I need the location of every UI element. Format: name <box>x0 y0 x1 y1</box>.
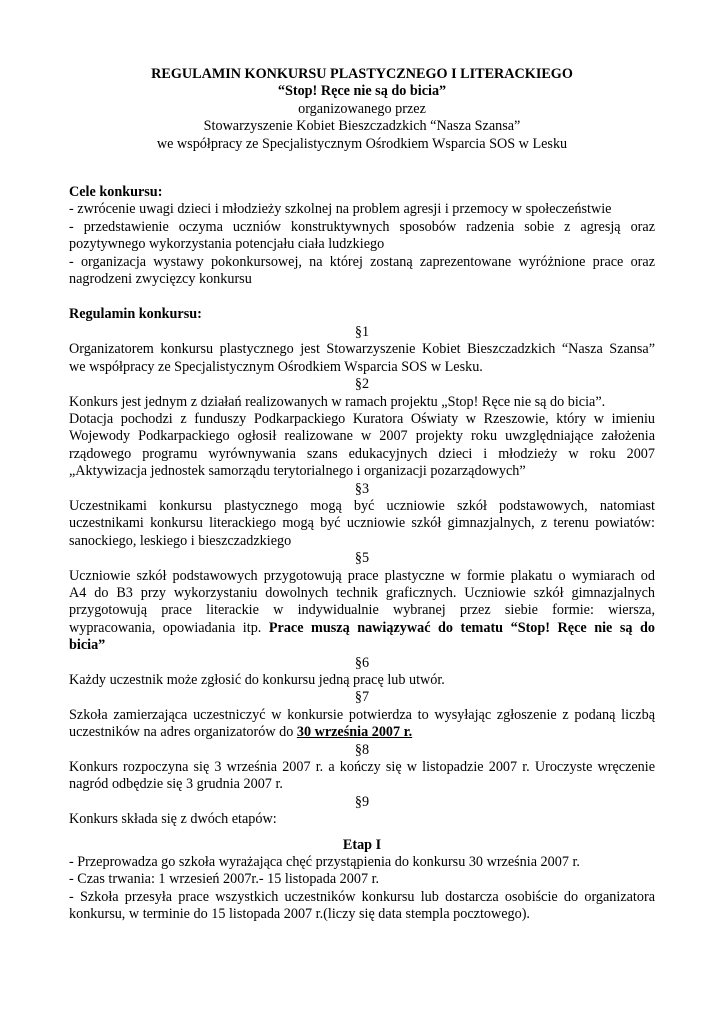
paragraph-line: Organizatorem konkursu plastycznego jest Stowarzyszenie Kobiet Bieszczadzkich “Nasza Szansa” <box>69 341 655 358</box>
registration-deadline: 30 września 2007 r. <box>296 724 413 741</box>
paragraph-line: uczestnikami konkursu literackiego mogą być uczniowie szkół gimnazjalnych, z terenu powiatów: <box>69 515 655 532</box>
paragraph-line: nagród odbędzie się 3 grudnia 2007 r. <box>69 776 283 793</box>
goal-item-cont: nagrodzeni zwycięzcy konkursu <box>69 271 252 288</box>
goals-section <box>69 184 655 288</box>
paragraph-line: Uczestnikami konkursu plastycznego mogą być uczniowie szkół podstawowych, natomiast <box>69 497 655 514</box>
goal-item: - organizacja wystawy pokonkursowej, na której zostaną zaprezentowane wyróżnione prace oraz <box>69 253 655 270</box>
stage-item: - Przeprowadza go szkoła wyrażająca chęć przystąpienia do konkursu 30 września 2007 r. <box>69 854 580 871</box>
section-mark: §1 <box>354 323 370 340</box>
theme-requirement-cont: bicia” <box>69 637 106 654</box>
paragraph-line: rządowego programu wyrównywania szans edukacyjnych dzieci i młodzieży w roku 2007 <box>69 445 655 462</box>
section-mark: §9 <box>354 793 370 810</box>
paragraph-line: Wojewody Podkarpackiego ogłosił realizowane w 2007 projekty roku uwzględniające założenia <box>69 428 655 445</box>
paragraph-line: Uczniowie szkół podstawowych przygotowują prace plastyczne w formie plakatu o wymiarach od <box>69 567 655 584</box>
paragraph-line <box>69 620 655 637</box>
theme-requirement: Prace muszą nawiązywać do tematu “Stop! Ręce nie są do <box>268 619 655 636</box>
paragraph-line: Konkurs składa się z dwóch etapów: <box>69 811 277 828</box>
paragraph-line: Konkurs jest jednym z działań realizowanych w ramach projektu „Stop! Ręce nie są do bicia”. <box>69 393 606 410</box>
paragraph-line: we współpracy ze Specjalistycznym Ośrodkiem Wsparcia SOS w Lesku. <box>69 358 483 375</box>
document-page <box>69 66 655 924</box>
organizer-name: Stowarzyszenie Kobiet Bieszczadzkich “Nasza Szansa” <box>203 118 521 135</box>
paragraph-text: uczestników na adres organizatorów do <box>69 724 294 741</box>
paragraph-line <box>69 724 655 741</box>
paragraph-line: sanockiego, leskiego i bieszczadzkiego <box>69 532 292 549</box>
paragraph-line: Dotacja pochodzi z funduszy Podkarpackiego Kuratora Oświaty w Rzeszowie, który w imieniu <box>69 410 655 427</box>
goal-item: - przedstawienie oczyma uczniów konstruktywnych sposobów radzenia sobie z agresją oraz <box>69 218 655 235</box>
stage-item: - Czas trwania: 1 wrzesień 2007r.- 15 listopada 2007 r. <box>69 871 380 888</box>
paragraph-line: Każdy uczestnik może zgłosić do konkursu jedną pracę lub utwór. <box>69 672 445 688</box>
section-mark: §6 <box>354 654 370 671</box>
section-mark: §8 <box>354 741 370 758</box>
goals-heading: Cele konkursu: <box>69 184 163 201</box>
organizer-partner: we współpracy ze Specjalistycznym Ośrodkiem Wsparcia SOS w Lesku <box>156 135 568 152</box>
paragraph-line: przygotowują prace literackie w indywidualnie wybranej przez siebie formie: wiersza, <box>69 602 655 619</box>
paragraph-line: Konkurs rozpoczyna się 3 września 2007 r. a kończy się w listopadzie 2007 r. Uroczyste wręczenie <box>69 759 655 776</box>
paragraph-text: wypracowania, opowiadania itp. <box>69 619 262 636</box>
organizer-intro: organizowanego przez <box>298 100 426 117</box>
stage-item-cont: konkursu, w terminie do 15 listopada 2007 r.(liczy się data stempla pocztowego). <box>69 906 530 923</box>
rules-section <box>69 306 655 828</box>
document-title: REGULAMIN KONKURSU PLASTYCZNEGO I LITERACKIEGO <box>151 66 573 82</box>
paragraph-line: Szkoła zamierzająca uczestniczyć w konkursie potwierdza to wysyłając zgłoszenie z podaną liczbą <box>69 706 655 723</box>
paragraph-line: A4 do B3 przy wykorzystaniu dowolnych technik graficznych. Uczniowie szkół gimnazjalnych <box>69 584 655 601</box>
section-mark: §2 <box>354 376 370 393</box>
paragraph-line: „Aktywizacja jednostek samorządu terytorialnego i organizacji pozarządowych” <box>69 463 526 480</box>
goal-item-cont: pozytywnego wykorzystania potencjału ciała ludzkiego <box>69 236 385 253</box>
document-subtitle: “Stop! Ręce nie są do bicia” <box>277 83 447 100</box>
stage-item: - Szkoła przesyła prace wszystkich uczestników konkursu lub dostarcza osobiście do organizatora <box>69 888 655 905</box>
section-mark: §7 <box>354 689 370 706</box>
goal-item: - zwrócenie uwagi dzieci i młodzieży szkolnej na problem agresji i przemocy w społeczeństwie <box>69 201 612 218</box>
stage-1-section <box>69 837 655 924</box>
stage-1-heading: Etap I <box>342 836 382 853</box>
rules-heading: Regulamin konkursu: <box>69 306 202 323</box>
section-mark: §3 <box>354 480 370 497</box>
section-mark: §5 <box>354 550 370 567</box>
